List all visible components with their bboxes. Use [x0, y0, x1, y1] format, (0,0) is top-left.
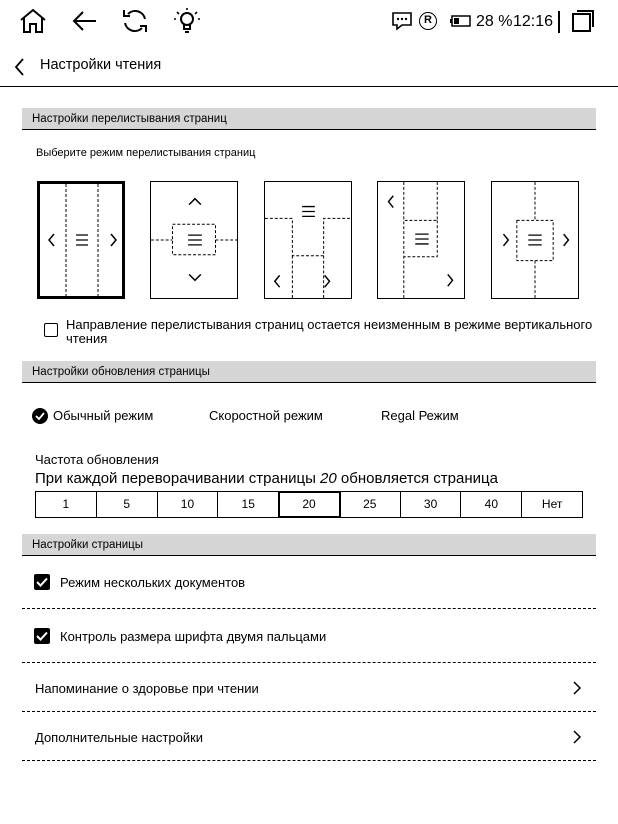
frequency-desc-prefix: При каждой переворачивании страницы — [35, 470, 321, 487]
frequency-description — [35, 470, 498, 487]
pinch-font-checkbox[interactable] — [34, 628, 50, 644]
clock: 12:16 — [513, 13, 554, 30]
multi-doc-label: Режим нескольких документов — [60, 575, 246, 590]
page-turn-mode-1[interactable] — [37, 181, 125, 299]
battery-icon — [450, 13, 472, 29]
advanced-settings-label: Дополнительные настройки — [35, 730, 204, 745]
chevron-left-icon[interactable] — [10, 55, 30, 79]
home-icon[interactable] — [18, 6, 48, 36]
page-turn-mode-3[interactable] — [264, 181, 352, 299]
refresh-mode-normal[interactable]: Обычный режим — [53, 408, 154, 423]
chevron-right-icon — [571, 729, 583, 745]
lock-direction-label-line2: чтения — [66, 331, 108, 346]
advanced-settings-row[interactable] — [22, 713, 596, 759]
section-page-turn: Настройки перелистывания страниц — [22, 108, 596, 130]
message-icon — [390, 8, 414, 32]
section-page-settings: Настройки страницы — [22, 534, 596, 556]
mode-4-diagram — [378, 182, 464, 298]
page-turn-prompt: Выберите режим перелистывания страниц — [36, 147, 256, 159]
freq-option-15[interactable]: 15 — [218, 492, 279, 517]
refresh-mode-speed[interactable]: Скоростной режим — [209, 408, 323, 423]
mode-5-diagram — [492, 182, 578, 298]
mode-1-diagram — [40, 184, 122, 296]
mode-2-diagram — [151, 182, 237, 298]
battery-percent: 28 % — [476, 13, 513, 30]
freq-option-10[interactable]: 10 — [158, 492, 219, 517]
pinch-font-label: Контроль размера шрифта двумя пальцами — [60, 629, 327, 644]
back-arrow-icon[interactable] — [70, 6, 100, 36]
page-header — [0, 50, 618, 87]
row-divider — [22, 711, 596, 712]
row-divider — [22, 760, 596, 761]
freq-option-5[interactable]: 5 — [97, 492, 158, 517]
refresh-mode-selector — [32, 407, 592, 427]
lightbulb-icon[interactable] — [172, 6, 202, 36]
freq-option-30[interactable]: 30 — [401, 492, 462, 517]
page-turn-mode-4[interactable] — [377, 181, 465, 299]
freq-option-20[interactable]: 20 — [279, 492, 340, 517]
r-badge-icon: R — [419, 12, 437, 30]
frequency-desc-suffix: обновляется страница — [336, 470, 498, 487]
frequency-title: Частота обновления — [35, 452, 159, 467]
mode-3-diagram — [265, 182, 351, 298]
checkmark-icon — [34, 574, 50, 590]
check-circle-icon — [32, 408, 48, 424]
row-divider — [22, 608, 596, 609]
divider — [558, 11, 560, 33]
health-reminder-row[interactable] — [22, 664, 596, 710]
freq-option-25[interactable]: 25 — [340, 492, 401, 517]
freq-option-40[interactable]: 40 — [461, 492, 522, 517]
frequency-desc-value: 20 — [320, 470, 337, 487]
lock-direction-checkbox[interactable] — [44, 323, 58, 337]
lock-direction-label-line1: Направление перелистывания страниц остается неизменным в режиме вертикального — [66, 317, 593, 332]
section-refresh: Настройки обновления страницы — [22, 361, 596, 383]
row-divider — [22, 662, 596, 663]
status-bar — [0, 0, 618, 46]
health-reminder-label: Напоминание о здоровье при чтении — [35, 681, 259, 696]
page-turn-mode-2[interactable] — [150, 181, 238, 299]
refresh-mode-regal[interactable]: Regal Режим — [381, 408, 459, 423]
multi-doc-checkbox[interactable] — [34, 574, 50, 590]
frequency-options — [35, 491, 583, 518]
freq-option-1[interactable]: 1 — [36, 492, 97, 517]
checkmark-icon — [34, 628, 50, 644]
freq-option-none[interactable]: Нет — [541, 497, 563, 511]
page-title: Настройки чтения — [40, 57, 162, 73]
chevron-right-icon — [571, 680, 583, 696]
refresh-icon[interactable] — [120, 6, 150, 36]
recent-apps-icon[interactable] — [570, 8, 596, 34]
page-turn-mode-5[interactable] — [491, 181, 579, 299]
